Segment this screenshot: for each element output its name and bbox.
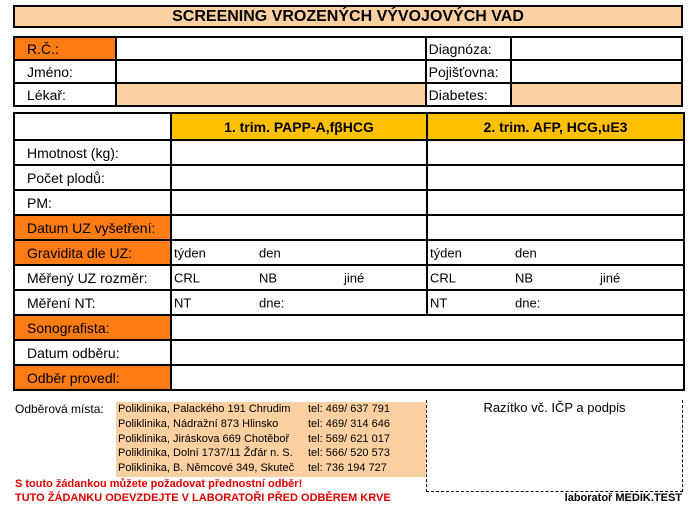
diagnoza-label: Diagnóza: xyxy=(426,37,511,60)
nb-label: NB xyxy=(515,270,534,285)
pocet-t1-field[interactable] xyxy=(171,165,427,190)
odber-field[interactable] xyxy=(171,365,684,390)
trim1-header: 1. trim. PAPP-A,fβHCG xyxy=(171,113,427,140)
pm-t1-field[interactable] xyxy=(171,190,427,215)
nt-t2-field[interactable] xyxy=(427,290,684,315)
nt-t1-field[interactable] xyxy=(171,290,427,315)
datum-uz-t1-field[interactable] xyxy=(171,215,427,240)
patient-info-table xyxy=(13,36,683,107)
row-mereny xyxy=(14,265,684,290)
clinic-row xyxy=(118,461,426,476)
lab-name: laboratoř MEDIK.TEST xyxy=(564,492,682,504)
clinic-name: Poliklinika, B. Němcové 349, Skuteč xyxy=(118,462,295,475)
diabetes-label: Diabetes: xyxy=(426,83,511,106)
tyden-label: týden xyxy=(430,245,462,260)
lekar-field[interactable] xyxy=(116,83,426,106)
mereny-t1-field[interactable] xyxy=(171,265,427,290)
datum-uz-t2-field[interactable] xyxy=(427,215,684,240)
odber-label: Odběr provedl: xyxy=(14,365,171,390)
jmeno-field[interactable] xyxy=(116,60,426,83)
clinic-list xyxy=(116,402,426,477)
dne-label: dne: xyxy=(515,295,541,310)
clinic-tel: tel: 736 194 727 xyxy=(308,462,387,475)
pojistovna-label: Pojišťovna: xyxy=(426,60,511,83)
nt-sub-label: NT xyxy=(430,295,448,310)
clinic-name: Poliklinika, Palackého 191 Chrudim xyxy=(118,403,291,415)
jmeno-label: Jméno: xyxy=(14,60,116,83)
row-nt xyxy=(14,290,684,315)
form-title-text: SCREENING VROZENÝCH VÝVOJOVÝCH VAD xyxy=(172,7,524,25)
lekar-label: Lékař: xyxy=(14,83,116,106)
hmotnost-t1-field[interactable] xyxy=(171,140,427,165)
row-gravidita xyxy=(14,240,684,265)
clinic-name: Poliklinika, Jiráskova 669 Chotěboř xyxy=(118,432,290,445)
header-empty-cell xyxy=(14,113,171,140)
clinic-tel: tel: 469/ 637 791 xyxy=(308,403,390,415)
hmotnost-label: Hmotnost (kg): xyxy=(14,140,171,165)
pm-t2-field[interactable] xyxy=(427,190,684,215)
diabetes-field[interactable] xyxy=(511,83,682,106)
pm-label: PM: xyxy=(14,190,171,215)
diagnoza-field[interactable] xyxy=(511,37,682,60)
clinic-row xyxy=(118,446,426,461)
nt-label: Měření NT: xyxy=(14,290,171,315)
measurement-table xyxy=(13,112,685,391)
crl-label: CRL xyxy=(174,270,201,285)
sono-field[interactable] xyxy=(171,315,684,340)
pocet-t2-field[interactable] xyxy=(427,165,684,190)
rc-label: R.Č.: xyxy=(14,37,116,60)
datum-uz-label: Datum UZ vyšetření: xyxy=(14,215,171,240)
odberova-mista-label: Odběrová místa: xyxy=(15,402,104,416)
den-label: den xyxy=(515,245,537,260)
form-title xyxy=(13,5,683,28)
den-label: den xyxy=(259,245,281,260)
header-row xyxy=(14,113,684,140)
clinic-row xyxy=(118,432,426,447)
stamp-label: Razítko vč. IČP a podpis xyxy=(483,400,626,415)
hmotnost-t2-field[interactable] xyxy=(427,140,684,165)
clinic-row xyxy=(118,417,426,432)
jine-label: jiné xyxy=(600,270,621,285)
row-hmotnost xyxy=(14,140,684,165)
pojistovna-field[interactable] xyxy=(511,60,682,83)
clinic-tel: tel: 469/ 314 646 xyxy=(308,417,390,430)
jine-label: jiné xyxy=(344,270,365,285)
rc-field[interactable] xyxy=(116,37,426,60)
patient-row-rc xyxy=(14,37,682,60)
clinic-tel: tel: 569/ 621 017 xyxy=(308,432,390,445)
row-datum-uz xyxy=(14,215,684,240)
sono-label: Sonografista: xyxy=(14,315,171,340)
gravidita-t2-field[interactable] xyxy=(427,240,684,265)
dne-label: dne: xyxy=(259,295,285,310)
clinic-row xyxy=(118,402,426,417)
submit-notice: TUTO ŽÁDANKU ODEVZDEJTE V LABORATOŘI PŘED ODBĚREM KRVE xyxy=(15,492,391,504)
patient-row-lekar xyxy=(14,83,682,106)
row-datum-odb xyxy=(14,340,684,365)
datum-odb-field[interactable] xyxy=(171,340,684,365)
trim2-header: 2. trim. AFP, HCG,uE3 xyxy=(427,113,684,140)
pocet-label: Počet plodů: xyxy=(14,165,171,190)
crl-label: CRL xyxy=(430,270,457,285)
tyden-label: týden xyxy=(174,245,206,260)
gravidita-label: Gravidita dle UZ: xyxy=(14,240,171,265)
clinic-name: Poliklinika, Nádražní 873 Hlinsko xyxy=(118,417,279,430)
clinic-name: Poliklinika, Dolní 1737/11 Žďár n. S. xyxy=(118,447,293,460)
mereny-label: Měřený UZ rozměr: xyxy=(14,265,171,290)
row-pocet xyxy=(14,165,684,190)
row-pm xyxy=(14,190,684,215)
priority-notice: S touto žádankou můžete požadovat přednostní odběr! xyxy=(15,478,303,490)
nt-sub-label: NT xyxy=(174,295,192,310)
row-sono xyxy=(14,315,684,340)
row-odber xyxy=(14,365,684,390)
gravidita-t1-field[interactable] xyxy=(171,240,427,265)
nb-label: NB xyxy=(259,270,278,285)
clinic-tel: tel: 566/ 520 573 xyxy=(308,447,390,460)
patient-row-jmeno xyxy=(14,60,682,83)
mereny-t2-field[interactable] xyxy=(427,265,684,290)
datum-odb-label: Datum odběru: xyxy=(14,340,171,365)
